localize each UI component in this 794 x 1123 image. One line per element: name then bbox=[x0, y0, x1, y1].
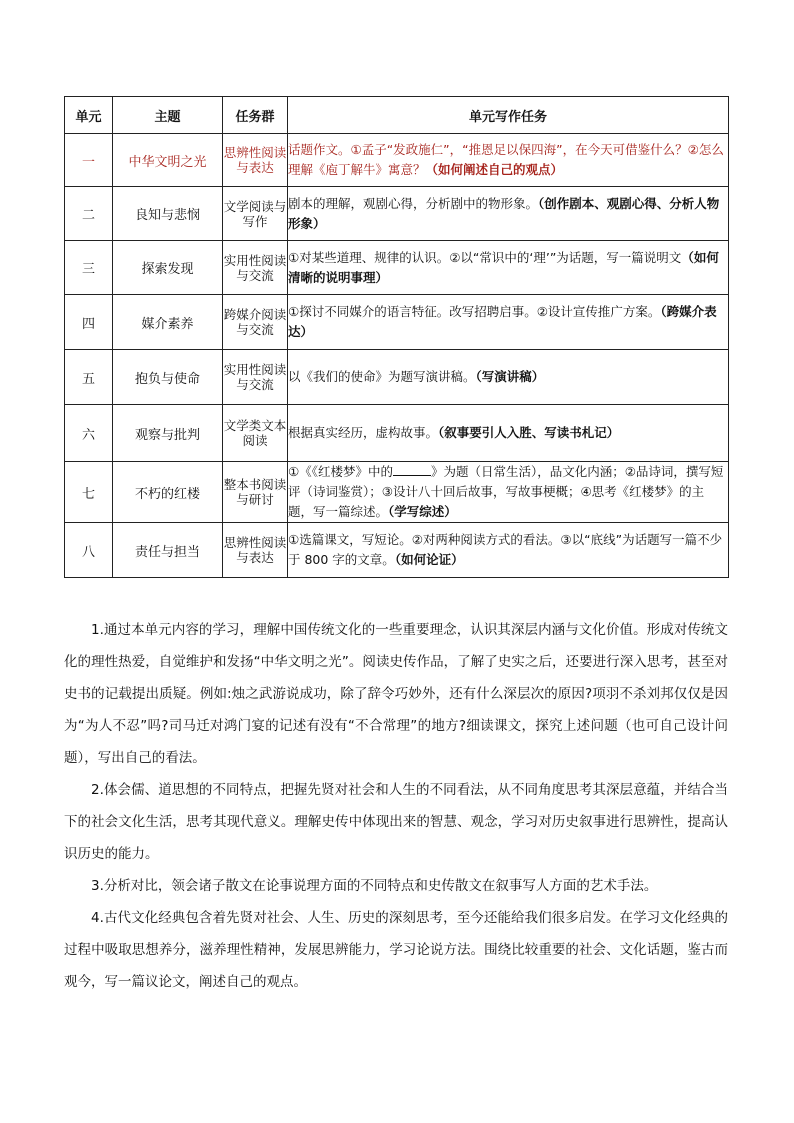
learning-goals bbox=[64, 614, 728, 998]
table-row bbox=[65, 134, 729, 187]
unit-theme: 不朽的红楼 bbox=[113, 462, 223, 523]
writing-task bbox=[288, 462, 729, 523]
unit-number: 三 bbox=[65, 241, 113, 295]
writing-task bbox=[288, 350, 729, 405]
writing-task bbox=[288, 241, 729, 295]
task-group: 文学阅读与写作 bbox=[223, 187, 288, 241]
writing-task bbox=[288, 405, 729, 462]
task-group: 整本书阅读与研讨 bbox=[223, 462, 288, 523]
task-hint: （跨媒介表达） bbox=[288, 304, 717, 339]
task-text: 剧本的理解，观剧心得，分析剧中的物形象。 bbox=[288, 195, 539, 211]
unit-number: 六 bbox=[65, 405, 113, 462]
table-row bbox=[65, 405, 729, 462]
header-theme: 主题 bbox=[113, 97, 223, 134]
writing-task bbox=[288, 187, 729, 241]
header-unit: 单元 bbox=[65, 97, 113, 134]
task-text: ①《《红楼梦》中的 bbox=[288, 464, 393, 479]
unit-theme: 责任与担当 bbox=[113, 523, 223, 578]
task-group: 跨媒介阅读与交流 bbox=[223, 295, 288, 350]
table-row bbox=[65, 462, 729, 523]
writing-task bbox=[288, 523, 729, 578]
table-row bbox=[65, 187, 729, 241]
task-text: 根据真实经历，虚构故事。 bbox=[288, 425, 439, 440]
unit-theme: 观察与批判 bbox=[113, 405, 223, 462]
task-hint: （创作剧本、观剧心得、分析人物形象） bbox=[288, 195, 720, 231]
task-text-continued: 》为题（日常生活），品文化内涵；②品诗词，撰写短评（诗词鉴赏）；③设计八十回后故事，写故事梗概；④思考《红楼梦》的主题，写一篇综述。 bbox=[288, 464, 724, 519]
task-text: ①对某些道理、规律的认识。②以“常识中的‘理’”为话题，写一篇说明文 bbox=[288, 249, 682, 265]
task-hint: （如何清晰的说明事理） bbox=[288, 249, 719, 285]
task-group: 思辨性阅读与表达 bbox=[223, 523, 288, 578]
table-header-row bbox=[65, 97, 729, 134]
table-row bbox=[65, 295, 729, 350]
unit-number: 八 bbox=[65, 523, 113, 578]
task-hint: （叙事要引人入胜、写读书札记） bbox=[438, 425, 620, 440]
unit-theme: 媒介素养 bbox=[113, 295, 223, 350]
unit-theme: 中华文明之光 bbox=[113, 134, 223, 187]
unit-theme: 探索发现 bbox=[113, 241, 223, 295]
paragraph: 2.体会儒、道思想的不同特点，把握先贤对社会和人生的不同看法，从不同角度思考其深层意蕴，并结合当下的社会文化生活，思考其现代意义。理解史传中体现出来的智慧、观念，学习对历史叙事进行思辨性，提高认识历史的能力。 bbox=[64, 782, 728, 862]
paragraph: 1.通过本单元内容的学习，理解中国传统文化的一些重要理念，认识其深层内涵与文化价值。形成对传统文化的理性热爱，自觉维护和发扬“中华文明之光”。阅读史传作品，了解了史实之后，还要进行深入思考，甚至对史书的记载提出质疑。例如:烛之武游说成功，除了辞令巧妙外，还有什么深层次的原因?项羽不杀刘邦仅仅是因为“为人不忍”吗?司马迁对鸿门宴的记述有没有“不合常理”的地方?细读课文，探究上述问题（也可自己设计问题），写出自己的看法。 bbox=[64, 622, 728, 766]
unit-number: 五 bbox=[65, 350, 113, 405]
task-hint: （如何阐述自己的观点） bbox=[425, 162, 564, 177]
unit-number: 七 bbox=[65, 462, 113, 523]
fill-in-blank bbox=[393, 463, 431, 476]
unit-number: 四 bbox=[65, 295, 113, 350]
paragraph: 3.分析对比，领会诸子散文在论事说理方面的不同特点和史传散文在叙事写人方面的艺术手法。 bbox=[91, 878, 658, 894]
unit-number: 二 bbox=[65, 187, 113, 241]
table-row bbox=[65, 523, 729, 578]
task-text: 以《我们的使命》为题写演讲稿。 bbox=[288, 369, 476, 384]
table-row bbox=[65, 241, 729, 295]
task-group: 实用性阅读与交流 bbox=[223, 241, 288, 295]
header-writing-task: 单元写作任务 bbox=[288, 97, 729, 134]
task-hint: （学写综述） bbox=[388, 504, 457, 519]
unit-writing-table bbox=[64, 96, 729, 578]
unit-number: 一 bbox=[65, 134, 113, 187]
task-group: 实用性阅读与交流 bbox=[223, 350, 288, 405]
writing-task bbox=[288, 295, 729, 350]
unit-theme: 抱负与使命 bbox=[113, 350, 223, 405]
task-text: ①选篇课文，写短论。②对两种阅读方式的看法。③以“底线”为话题写一篇不少于 800 字的文章。 bbox=[288, 532, 723, 567]
task-group: 文学类文本阅读 bbox=[223, 405, 288, 462]
task-hint: （写演讲稿） bbox=[475, 369, 545, 384]
paragraph: 4.古代文化经典包含着先贤对社会、人生、历史的深刻思考，至今还能给我们很多启发。在学习文化经典的过程中吸取思想养分，滋养理性精神，发展思辨能力，学习论说方法。围绕比较重要的社会、文化话题，鉴古而观今，写一篇议论文，阐述自己的观点。 bbox=[64, 910, 728, 990]
header-task-group: 任务群 bbox=[223, 97, 288, 134]
writing-task bbox=[288, 134, 729, 187]
task-text: 话题作文。①孟子“发政施仁”，“推恩足以保四海”，在今天可借鉴什么？②怎么理解《庖丁解牛》寓意？ bbox=[288, 142, 724, 177]
task-text: ①探讨不同媒介的语言特征。改写招聘启事。②设计宣传推广方案。 bbox=[288, 304, 661, 319]
table-row bbox=[65, 350, 729, 405]
task-hint: （如何论证） bbox=[394, 552, 464, 567]
unit-theme: 良知与悲悯 bbox=[113, 187, 223, 241]
task-group: 思辨性阅读与表达 bbox=[223, 134, 288, 187]
